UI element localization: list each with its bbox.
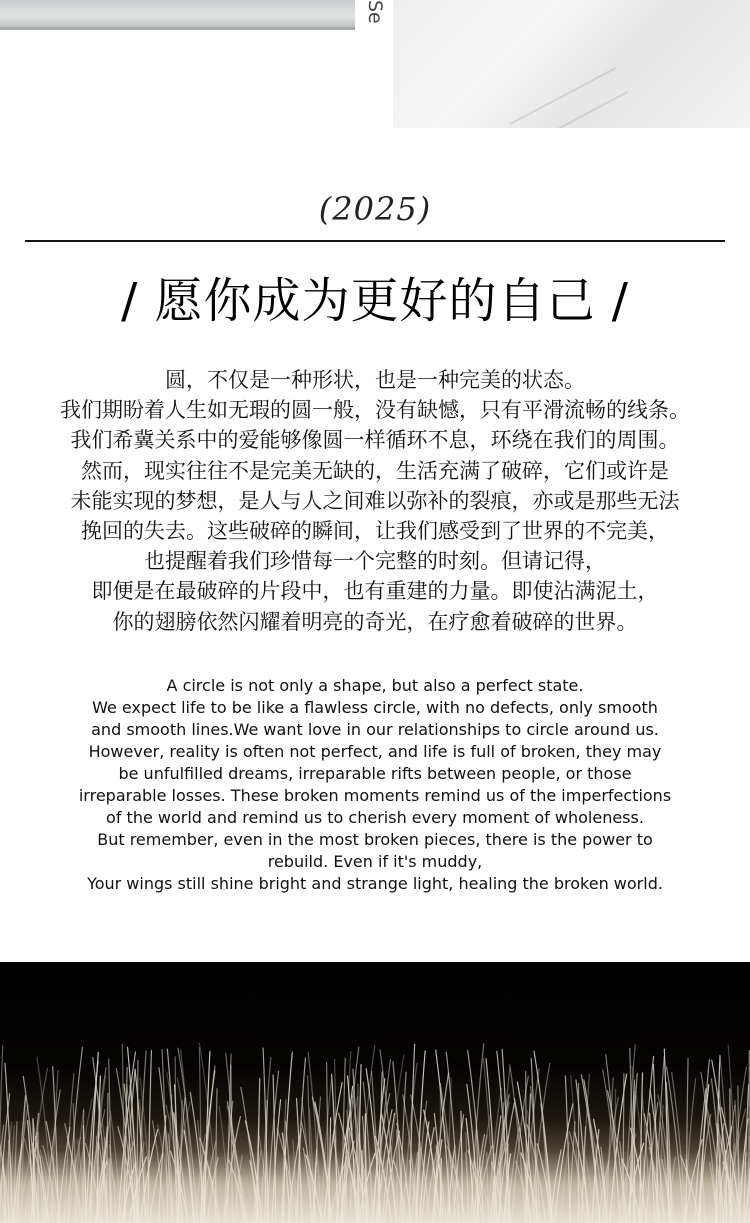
english-paragraph bbox=[20, 675, 730, 895]
chinese-paragraph bbox=[20, 365, 730, 637]
paragraph-line: However, reality is often not perfect, and life is full of broken, they may bbox=[88, 742, 662, 761]
paragraph-line: 然而，现实往往不是完美无缺的，生活充满了破碎，它们或许是 bbox=[81, 458, 669, 483]
paragraph-line: 我们希冀关系中的爱能够像圆一样循环不息，环绕在我们的周围。 bbox=[70, 428, 680, 453]
top-right-photo bbox=[393, 0, 750, 128]
paragraph-line: 我们期盼着人生如无瑕的圆一般，没有缺憾，只有平滑流畅的线条。 bbox=[60, 398, 690, 423]
paragraph-line: 即便是在最破碎的片段中，也有重建的力量。即使沾满泥土， bbox=[91, 579, 659, 604]
paragraph-line: irreparable losses. These broken moments remind us of the imperfections bbox=[78, 786, 672, 805]
paragraph-line: be unfulfilled dreams, irreparable rifts between people, or those bbox=[118, 764, 632, 783]
paragraph-line: of the world and remind us to cherish every moment of wholeness. bbox=[106, 808, 644, 827]
top-left-photo bbox=[0, 0, 355, 30]
paragraph-line: We expect life to be like a flawless circle, with no defects, only smooth bbox=[92, 698, 658, 717]
paragraph-line: A circle is not only a shape, but also a perfect state. bbox=[166, 676, 584, 695]
page-title: / 愿你成为更好的自己 / bbox=[121, 273, 629, 329]
paragraph-line: rebuild. Even if it's muddy, bbox=[267, 852, 483, 871]
vertical-caption: Se bbox=[364, 0, 386, 24]
paragraph-line: 未能实现的梦想，是人与人之间难以弥补的裂痕，亦或是那些无法 bbox=[70, 488, 680, 513]
paragraph-line: and smooth lines.We want love in our relationships to circle around us. bbox=[91, 720, 659, 739]
paragraph-line: 挽回的失去。这些破碎的瞬间，让我们感受到了世界的不完美， bbox=[81, 519, 669, 544]
paragraph-line: 也提醒着我们珍惜每一个完整的时刻。但请记得， bbox=[144, 549, 606, 574]
paragraph-line: Your wings still shine bright and strange light, healing the broken world. bbox=[87, 874, 663, 893]
paragraph-line: But remember, even in the most broken pieces, there is the power to bbox=[97, 830, 653, 849]
divider-line bbox=[25, 240, 725, 242]
paragraph-line: 圆，不仅是一种形状，也是一种完美的状态。 bbox=[165, 368, 585, 392]
paragraph-line: 你的翅膀依然闪耀着明亮的奇光，在疗愈着破碎的世界。 bbox=[112, 609, 638, 634]
fur-photo bbox=[0, 962, 750, 1223]
year-label: (2025) bbox=[318, 190, 432, 228]
